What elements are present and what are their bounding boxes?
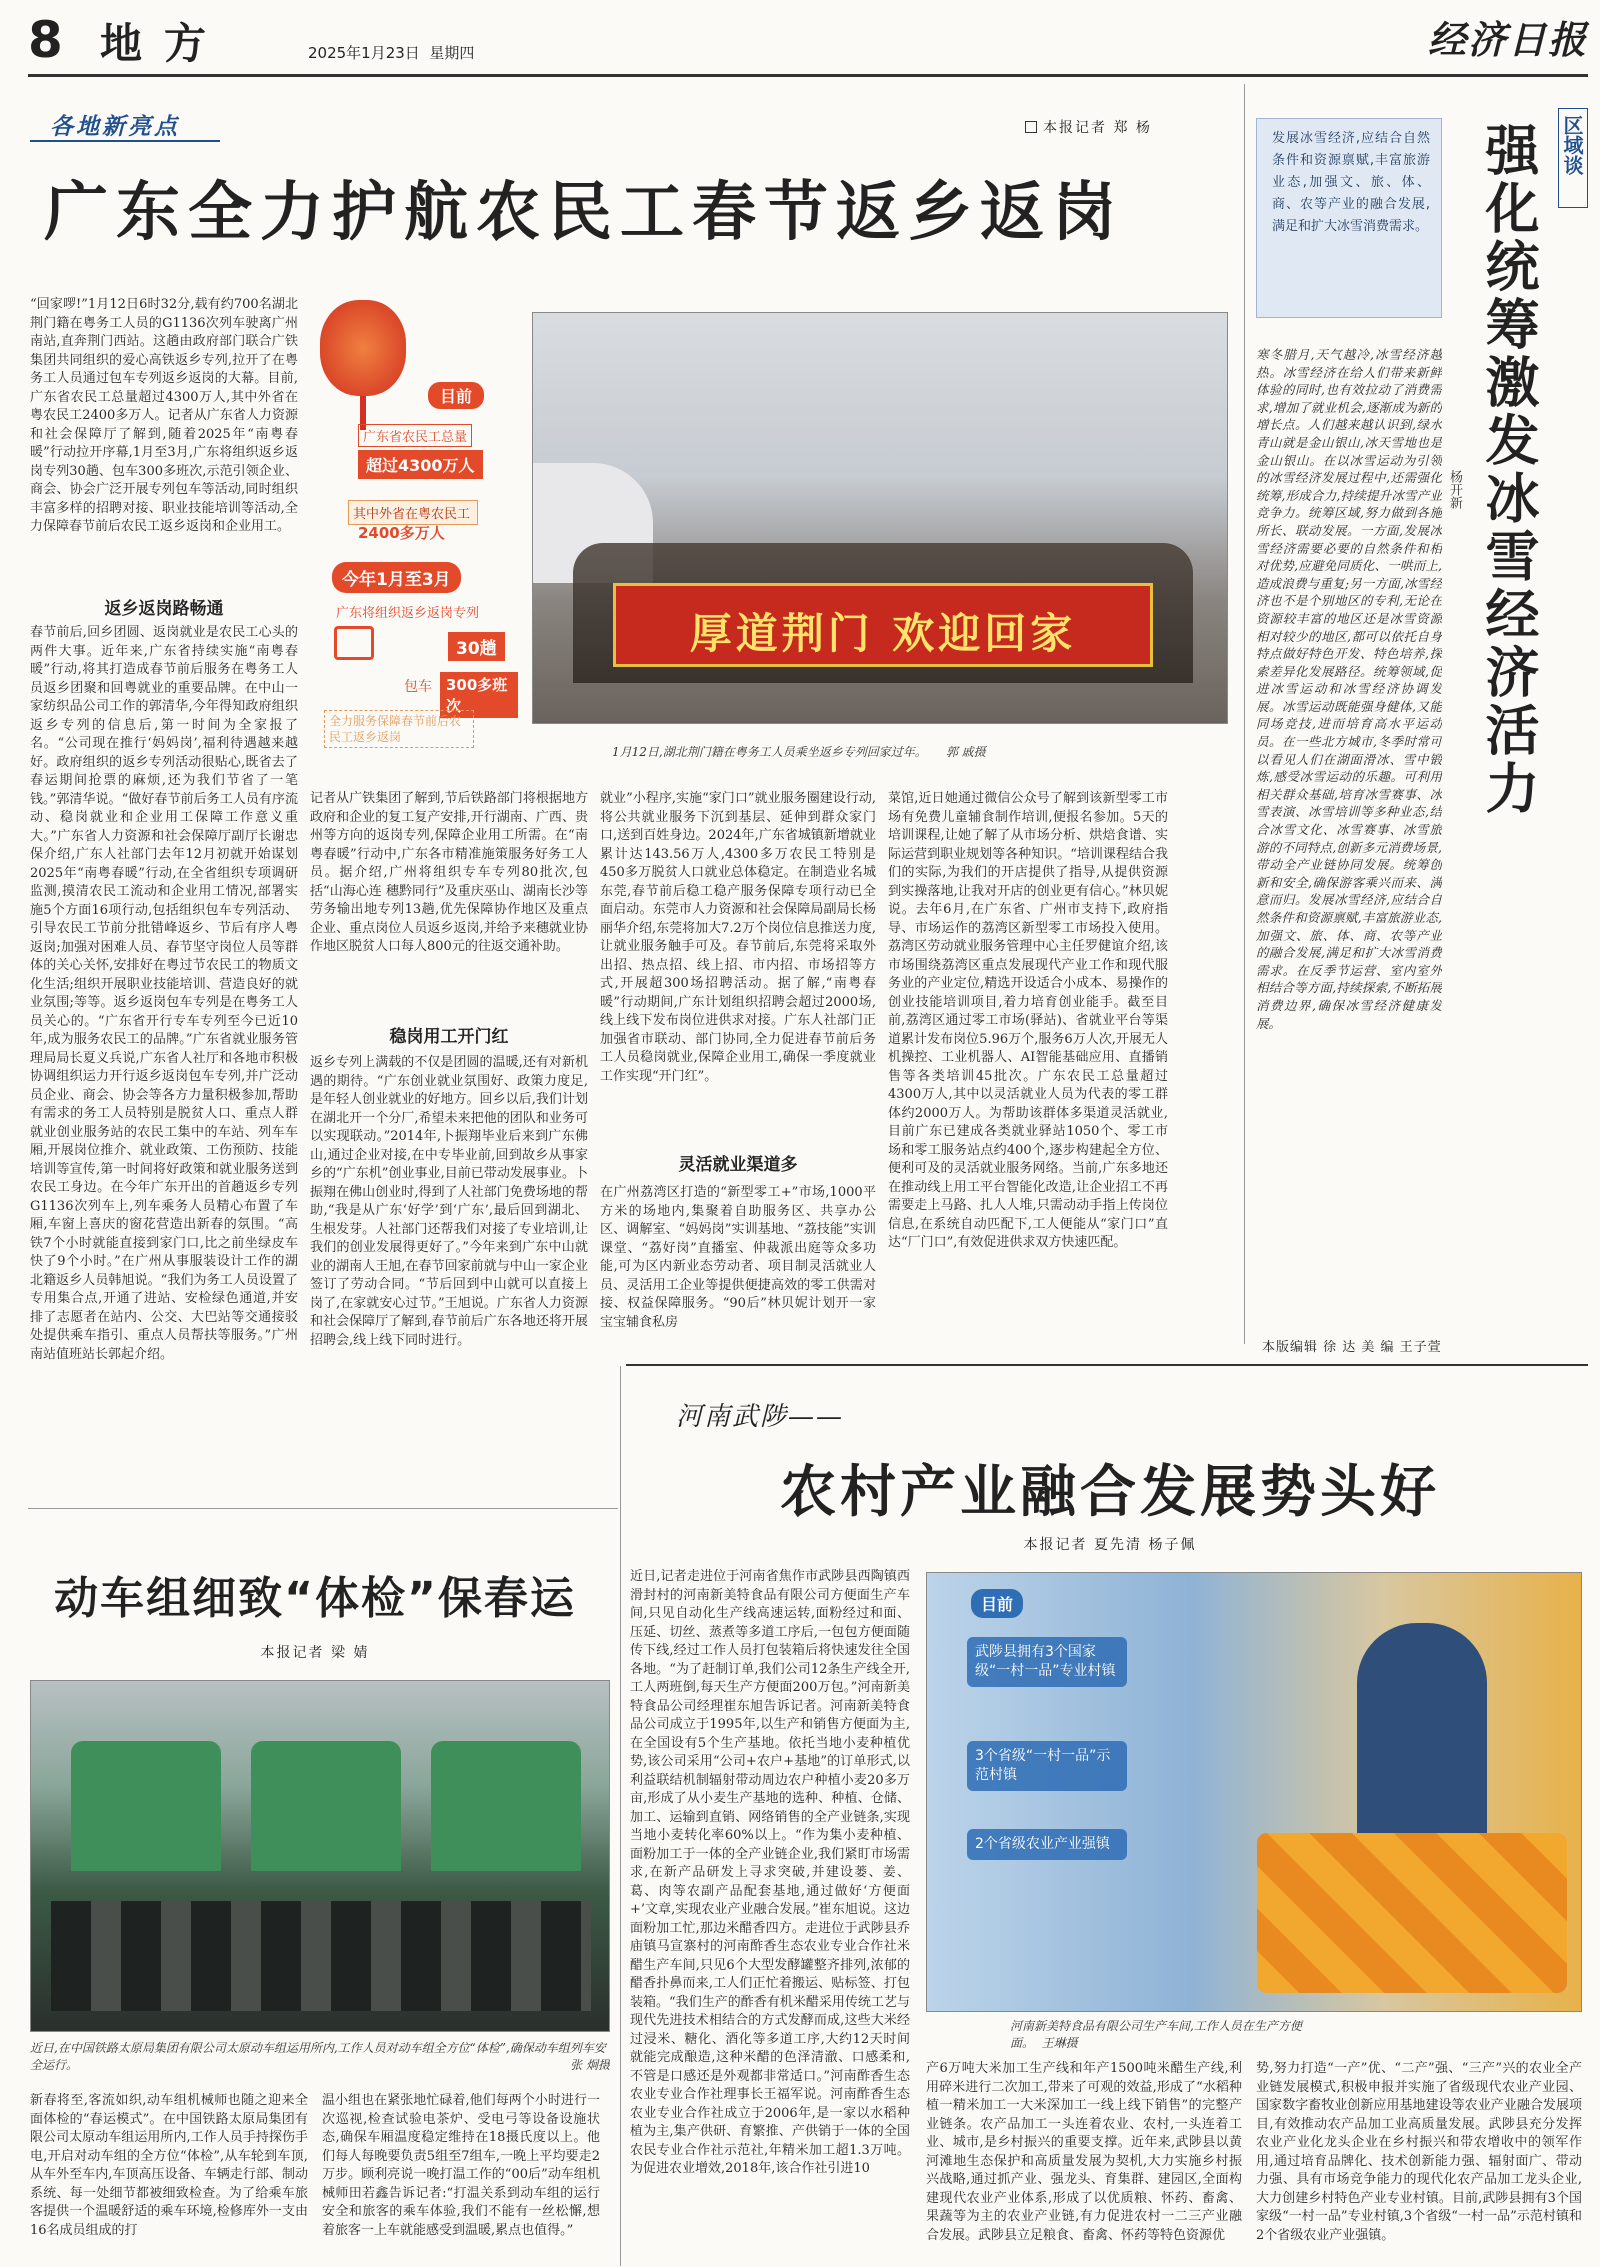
article3-col2: 产6万吨大米加工生产线和年产1500吨米醋生产线,利用碎米进行二次加工,带来了可观的效益,形成了“水稻种植一精米加工一大米深加工一线上线下销售”的完整产业链条。农产品加工一头连着农业、农村,一头连着工业、城市,是乡村振兴的重要支撑。近年来,武陟县以黄河滩地生态保护和高质量发展为契机,大力实施乡村振兴战略,通过抓产业、强龙头、育集群、建园区,全面构建现代农业产业体系,形成了以优质粮、怀药、畜禽、果蔬等为主的农业产业链,有力促进农村一二三产业融合发展。武陟县立足粮食、畜禽、怀药等特色资源优 — [926, 2061, 1242, 2243]
monitor-icon — [334, 626, 374, 660]
editors-credit: 本版编辑 徐 达 美 编 王子萱 — [1262, 1340, 1442, 1355]
byline-top — [1025, 117, 1152, 137]
column-badge: 各地新亮点 — [50, 114, 180, 140]
article3-ig-item2: 3个省级“一村一品”示范村镇 — [967, 1741, 1127, 1791]
article2-caption — [30, 2040, 610, 2074]
article2-byline: 本报记者 梁 婧 — [260, 1645, 370, 1661]
section-title: 地方 — [100, 19, 229, 68]
page-number: 8 — [28, 11, 63, 69]
info-label-4: 包车 — [404, 679, 432, 695]
article3-col1: 近日,记者走进位于河南省焦作市武陟县西陶镇西滑封村的河南新美特食品有限公司方便面生产车间,只见自动化生产线高速运转,面粉经过和面、压延、切丝、蒸煮等多道工序后,一包包方便面随传下线,经过工作人员打包装箱后将快速发往全国各地。“为了赶制订单,我们公司12条生产线全开,工人两班倒,每天生产方便面200万包。”河南新美特食品公司经理崔东旭告诉记者。河南新美特食品公司成立于1995年,以生产和销售方便面为主,在全国设有5个生产基地。依托当地小麦种植优势,该公司采用“公司+农户+基地”的订单形式,以利益联结机制辐射带动周边农户种植小麦20多万亩,形成了从小麦生产基地的选种、种植、仓储、加工、运输到直销、网络销售的全产业链条,实现当地小麦转化率60%以上。“作为集小麦种植、面粉加工于一体的全产业链企业,我们紧盯市场需求,在新产品研发上寻求突破,并建设蒌、姜、葛、肉等农副产品配套基地,通过做好‘方便面+’文章,实现农业产业融合发展。”崔东旭说。这边面粉加工忙,那边米醋香四方。走进位于武陟县乔庙镇马宣寨村的河南酢香生态农业专业合作社米醋生产车间,只见6个大型发酵罐整齐排列,浓郁的醋香扑鼻而来,工人们正忙着搬运、贴标签、打包装箱。“我们生产的酢香有机米醋采用传统工艺与现代先进技术相结合的方式发酵而成,这些大米经过浸米、糖化、酒化等多道工序,大约12天时间就能完成酿造,这种米醋的色泽清澈、口感柔和,不管是口感还是外观都非常适口。”河南酢香生态农业专业合作社理事长王福军说。河南酢香生态农业专业合作社成立于2006年,是一家以水稻种植为主,集产供研、育繁推、产供销于一体的全国农民专业合作社示范社,年精米加工超1.3万吨。为促进农业增效,2018年,该合作社引进10 — [630, 1569, 910, 2176]
col3-body-b: 在广州荔湾区打造的“新型零工+”市场,1000平方米的场地内,集聚着自助服务区、共享办公区、调解室、“妈妈岗”实训基地、“荔技能”实训课堂、“荔好岗”直播室、仲裁派出庭等众多功能,可为区内新业态劳动者、项目制灵活就业人员、灵活用工企业等提供便捷高效的零工供需对接、权益保障服务。“90后”林贝妮计划开一家宝宝辅食私房 — [600, 1185, 876, 1330]
main-intro: “回家啰!”1月12日6时32分,载有约700名湖北荆门籍在粤务工人员的G1136次列车驶离广州南站,直奔荆门西站。这趟由政府部门联合广铁集团共同组织的爱心高铁返乡专列,拉开了在粤务工人员通过包车专列返乡返岗的大幕。目前,广东省农民工总量超过4300万人,其中外省在粤农民工2400多万人。记者从广东省人力资源和社会保障厅了解到,随着2025年“南粤春暖”行动拉开序幕,1月至3月,广东将组织返乡返岗专列30趟、包车300多班次,示范引领企业、商会、协会广泛开展专列包车等活动,同时组织丰富多样的招聘对接、职业技能培训等活动,全力保障春节前后农民工返乡返岗和企业用工。 — [30, 297, 298, 534]
col1-body: 春节前后,回乡团圆、返岗就业是农民工心头的两件大事。近年来,广东省持续实施“南粤春暖”行动,将其打造成春节前后服务在粤务工人员返乡团聚和回粤就业的重要品牌。在中山一家纺织品公司工作的郭清华,今年得知政府组织返乡专列的信息后,第一时间为全家报了名。“公司现在推行‘妈妈岗’,福利待遇越来越好。政府组织的返乡专列活动很贴心,既省去了春运期间抢票的麻烦,还为我们节省了一笔钱。”郭清华说。“做好春节前后务工人员有序流动、稳岗就业和企业用工保障工作意义重大。”广东省人力资源和社会保障厅副厅长谢忠保介绍,广东人社部门去年12月初就开始谋划2025年“南粤春暖”行动,在全省组织专项调研监测,摸清农民工流动和企业用工情况,部署实施5个方面16项行动,包括组织包车专列活动、引导农民工节前分批错峰返乡、节后有序人粤返岗;加强对困难人员、春节坚守岗位人员等群体的关心关怀,安排好在粤过节农民工的物质文化生活;组织开展职业技能培训、营造良好的就业氛围;等等。返乡返岗包车专列是在粤务工人员关心的。“广东省开行专车专列至今已近10年,成为服务农民工的品牌。”广东省就业服务管理局局长夏义兵说,广东省人社厅和各地市积极协调组织运力开行返乡返岗包车专列,并广泛动员企业、商会、协会等各方力量积极参加,帮助有需求的务工人员特别是脱贫人口、重点人群就业创业服务站的农民工集中的车站、列车车厢,开展岗位推介、就业政策、工伤预防、技能培训等宣传,第一时间将好政策和就业服务送到农民工身边。在今年广东开出的首趟返乡专列G1136次列车上,列车乘务人员精心布置了车厢,车窗上喜庆的窗花营造出新春的氛围。“高铁7个小时就能直接到家门口,比之前坐绿皮车快了9个小时。”在广州从事服装设计工作的湖北籍返乡人员韩旭说。“我们为务工人员设置了专用集合点,开通了进站、安检绿色通道,并安排了志愿者在站内、公交、大巴站等交通接驳处提供乘车指引、重点人员帮扶等服务。”广州南站值班站长郭起介绍。 — [30, 625, 298, 1362]
train-green-right — [431, 1741, 581, 1871]
subhead-1: 返乡返岗路畅通 — [104, 599, 224, 619]
sidebar-vertical-tag: 区域谈 — [1558, 108, 1588, 208]
col2-body-b: 返乡专列上满载的不仅是团圆的温暖,还有对新机遇的期待。“广东创业就业氛围好、政策力度足,是年轻人创业就业的好地方。回乡以后,我们计划在湖北开一个分厂,希望未来把他的团队和业务可以实现联动。”2014年,卜振翔毕业后来到广东佛山,通过企业对接,在中专毕业前,回到故乡从事家乡的“广东机”创业事业,目前已带动发展事业。卜振翔在佛山创业时,得到了人社部门免费场地的帮助,“我是从广东‘好学’到‘广东’,最后回到湖北、生根发芽。人社部门还帮我们对接了专业培训,让我们的创业发展得更好了。”今年来到广东中山就业的湖南人王旭,在春节回家前就与中山一家企业签订了劳动合同。“节后回到中山就可以直接上岗了,在家就安心过节。”王旭说。广东省人力资源和社会保障厅了解到,春节前后广东各地还将开展招聘会,线上线下同时进行。 — [310, 1055, 588, 1348]
header-rule — [28, 74, 1588, 77]
weekday-text: 星期四 — [429, 44, 475, 62]
subhead-3: 灵活就业渠道多 — [678, 1155, 798, 1175]
lower-rule — [626, 1364, 1588, 1366]
issue-date — [308, 42, 474, 63]
article3-caption-text: 河南新美特食品有限公司生产车间,工作人员在生产方便面。 — [1010, 2019, 1302, 2050]
sidebar-box-text: 发展冰雪经济,应结合自然条件和资源禀赋,丰富旅游业态,加强文、旅、体、商、农等产业的融合发展,满足和扩大冰雪消费需求。 — [1272, 131, 1430, 234]
info-value-2: 2400多万人 — [358, 524, 445, 542]
col4-body: 菜馆,近日她通过微信公众号了解到该新型零工市场有免费儿童辅食制作培训,便报名参加。5天的培训课程,让她了解了从市场分析、烘焙食谱、实际运营到职业规划等各种知识。“培训课程结合我们的实际,为我们的开店提供了指导,从提供资源到实操落地,让我对开店的创业更有信心。”林贝妮说。去年6月,在广东省、广州市支持下,政府指导、市场运作的荔湾区新型零工市场投入使用。荔湾区劳动就业服务管理中心主任罗健谊介绍,该市场围绕荔湾区重点发展现代产业工作和现代服务业的产业定位,精选开设适合小成本、易操作的创业技能培训项目,着力培育创业能手。截至目前,荔湾区通过零工市场(驿站)、省就业平台等渠道累计发布岗位5.96万个,服务6万人次,开展无人机操控、工业机器人、AI智能基础应用、直播销售等各类培训45批次。广东农民工总量超过4300万人,其中以灵活就业人员为代表的零工群体约2000万人。为帮助该群体多渠道灵活就业,目前广东已建成各类就业驿站1050个、零工市场和零工服务站点约400个,逐步构建起全方位、便利可及的灵活就业服务网络。当前,广东多地还在推动线上用工平台智能化改造,让企业招工不再需要走上马路、扎人人堆,只需动动手指上传岗位信息,在系统自动匹配下,工人便能从“家门口”直达“厂门口”,有效促进供求双方快速匹配。 — [888, 791, 1168, 1250]
article2-col1: 新春将至,客流如织,动车组机械师也随之迎来全面体检的“春运模式”。在中国铁路太原局集团有限公司太原动车组运用所内,工作人员手持探伤手电,开启对动车组的全方位“体检”,从车轮到车顶,从车外至车内,车顶高压设备、车辆走行部、制动系统、每一处细节都被细致检查。为了给乘车旅客提供一个温暖舒适的乘车环境,检修库外一支由16名成员组成的打 — [30, 2093, 308, 2238]
article3-photo — [926, 1572, 1582, 2012]
info-value-1: 超过4300万人 — [358, 450, 483, 479]
article3-ig-item1: 武陟县拥有3个国家级“一村一品”专业村镇 — [967, 1637, 1127, 1687]
article3-caption — [1010, 2018, 1340, 2052]
noodle-packages — [1257, 1833, 1567, 1993]
sidebar-body: 寒冬腊月,天气越冷,冰雪经济越热。冰雪经济在给人们带来新鲜体验的同时,也有效拉动了消费需求,增加了就业机会,逐渐成为新的增长点。人们越来越认识到,绿水青山就是金山银山,冰天雪地也是金山银山。在以冰雪运动为引领的冰雪经济发展过程中,还需强化统筹,形成合力,持续提升冰雪产业竞争力。统筹区域,努力做到各施所长、联动发展。一方面,发展冰雪经济需要必要的自然条件和相对优势,应避免同质化、一哄而上,造成浪费与重复;另一方面,冰雪经济也不是个别地区的专利,无论在资源较丰富的地区还是冰雪资源相对较少的地区,都可以依托自身特点做好特色开发、特色培养,探索差异化发展路径。统筹领域,促进冰雪运动和冰雪经济协调发展。冰雪运动既能强身健体,又能同场竞技,进而培育高水平运动员。在一些北方城市,冬季时常可以看见人们在湖面滑冰、雪中锻炼,感受冰雪运动的乐趣。可利用相关群众基础,培育冰雪赛事、冰雪表演、冰雪培训等多种业态,结合冰雪文化、冰雪赛事、冰雪旅游的不同特点,创新多元消费场景,带动全产业链协同发展。统筹创新和安全,确保游客乘兴而来、满意而归。发展冰雪经济,应结合自然条件和资源禀赋,丰富旅游业态,加强文、旅、体、商、农等产业的融合发展,满足和扩大冰雪消费需求。在反季节运营、室内室外相结合等方面,持续探索,不断拓展消费边界,确保冰雪经济健康发展。 — [1256, 347, 1442, 1031]
train-green-left — [71, 1741, 221, 1871]
byline-top-text: 本报记者 郑 杨 — [1043, 120, 1152, 136]
info-label-2: 其中外省在粤农民工 — [348, 500, 478, 525]
checkbox-icon — [1025, 121, 1037, 133]
sidebar-body-extension — [1446, 846, 1586, 1316]
article3-ig-tag: 目前 — [971, 1589, 1023, 1618]
main-photo-caption-text: 1月12日,湖北荆门籍在粤务工人员乘坐返乡专列回家过年。 — [612, 745, 927, 759]
article2-caption-text: 近日,在中国铁路太原局集团有限公司太原动车组运用所内,工作人员对动车组全方位“体检”,确保动车组列车安全运行。 — [30, 2041, 606, 2072]
subhead-2: 稳岗用工开门红 — [389, 1027, 509, 1047]
info-value-3: 30趟 — [448, 632, 505, 661]
info-label-5: 全力服务保障春节前后农民工返乡返岗 — [324, 710, 474, 748]
article3-ig-item3: 2个省级农业产业强镇 — [967, 1829, 1127, 1860]
article3-credit: 王琳摄 — [1041, 2036, 1078, 2050]
welcome-banner-text: 厚道荆门 欢迎回家 — [689, 609, 1077, 658]
date-text: 2025年1月23日 — [308, 44, 420, 62]
info-graphic — [300, 290, 518, 770]
info-tag-current: 目前 — [428, 382, 484, 409]
info-label-1: 广东省农民工总量 — [358, 424, 472, 447]
masthead-logo: 经济日报 — [1428, 17, 1589, 62]
article3-byline: 本报记者 夏先清 杨子佩 — [1023, 1537, 1197, 1553]
sidebar-separator — [1244, 84, 1245, 1344]
sidebar-author: 杨开新 — [1447, 470, 1462, 509]
train-green-mid — [251, 1741, 401, 1871]
lower-col-separator — [620, 1366, 621, 2266]
article2-photo — [30, 1680, 610, 2032]
info-tag-period: 今年1月至3月 — [332, 562, 461, 593]
sidebar-headline: 强化统筹激发冰雪经济活力 — [1477, 122, 1540, 818]
article3-col3: 势,努力打造“一产”优、“二产”强、“三产”兴的农业全产业链发展模式,积极申报并实施了省级现代农业产业园、国家数字畜牧业创新应用基地建设等农业产业融合发展项目,有效推动农产品加工业高质量发展。武陟县充分发挥农业产业化龙头企业在乡村振兴和带农增收中的领军作用,通过培育品牌化、技术创新能力强、辐射面广、带动力强、具有市场竞争能力的现代化农产品加工龙头企业,大力创建乡村特色产业专业村镇。目前,武陟县拥有3个国家级“一村一品”专业村镇,3个省级“一村一品”示范村镇和2个省级农业产业强镇。 — [1256, 2061, 1582, 2243]
article2-headline: 动车组细致“体检”保春运 — [54, 1573, 576, 1624]
info-value-4: 300多班次 — [440, 672, 518, 718]
main-photo — [532, 312, 1228, 724]
main-photo-credit: 郭 戚摄 — [945, 745, 986, 759]
main-photo-caption — [612, 744, 1172, 761]
article3-headline: 农村产业融合发展势头好 — [780, 1459, 1440, 1525]
col2-body: 记者从广铁集团了解到,节后铁路部门将根据地方政府和企业的复工复产安排,开行湖南、广西、贵州等方向的返岗专列,保障企业用工所需。在“南粤春暖”行动中,广东各市精准施策服务好务工人员。据介绍,广州将组织专车专列80批次,包括“山海心连 穗黔同行”及重庆巫山、湖南长沙等劳务输出地专列13趟,优先保障协作地区及重点企业、重点岗位人员返乡返岗,并给予来穗就业协作地区脱贫人口每人800元的往返交通补助。 — [310, 791, 588, 954]
bogie-wheels — [51, 1901, 591, 2011]
article2-col2: 温小组也在紧张地忙碌着,他们每两个小时进行一次巡视,检查试验电茶炉、受电弓等设备设施状态,确保车厢温度稳定维持在18摄氏度以上。他们每人每晚要负责5组至7组车,一晚上平均要走2万步。顾利亮说一晚打温工作的“00后”动车组机械师田若鑫告诉记者:“打温关系到动车组的运行安全和旅客的乘车体验,我们不能有一丝松懈,想着旅客一上车就能感受到温暖,累点也值得。” — [322, 2093, 600, 2238]
col3-body: 就业”小程序,实施“家门口”就业服务圈建设行动,将公共就业服务下沉到基层、延伸到群众家门口,送到百姓身边。2024年,广东省城镇新增就业累计达143.56万人,4300多万农民工特别是450多万脱贫人口就业总体稳定。在制造业名城东莞,春节前后稳工稳产服务保障专项行动已全面启动。东莞市人力资源和社会保障局副局长杨丽华介绍,东莞将加大7.2万个岗位信息推送力度,让就业服务触手可及。春节前后,东莞将采取外出招、热点招、线上招、市内招、市场招等方式,开展超300场招聘活动。据了解,“南粤春暖”行动期间,广东计划组织招聘会超过2000场,线上线下发布岗位进供求对接。广东人社部门正加强省市联动、部门协同,全力促进春节前后务工人员稳岗就业,保障企业用工,确保一季度就业工作实现“开门红”。 — [600, 791, 876, 1084]
worker-figure — [1357, 1623, 1487, 1843]
lantern-icon — [320, 300, 406, 396]
main-headline: 广东全力护航农民工春节返乡返岗 — [44, 176, 1124, 250]
column-badge-underline — [30, 140, 220, 142]
info-label-3: 广东将组织返乡返岗专列 — [336, 606, 480, 621]
lower-left-rule — [28, 1508, 618, 1509]
article2-credit: 张 炯摄 — [570, 2058, 610, 2072]
article3-kicker: 河南武陟—— — [676, 1402, 845, 1432]
